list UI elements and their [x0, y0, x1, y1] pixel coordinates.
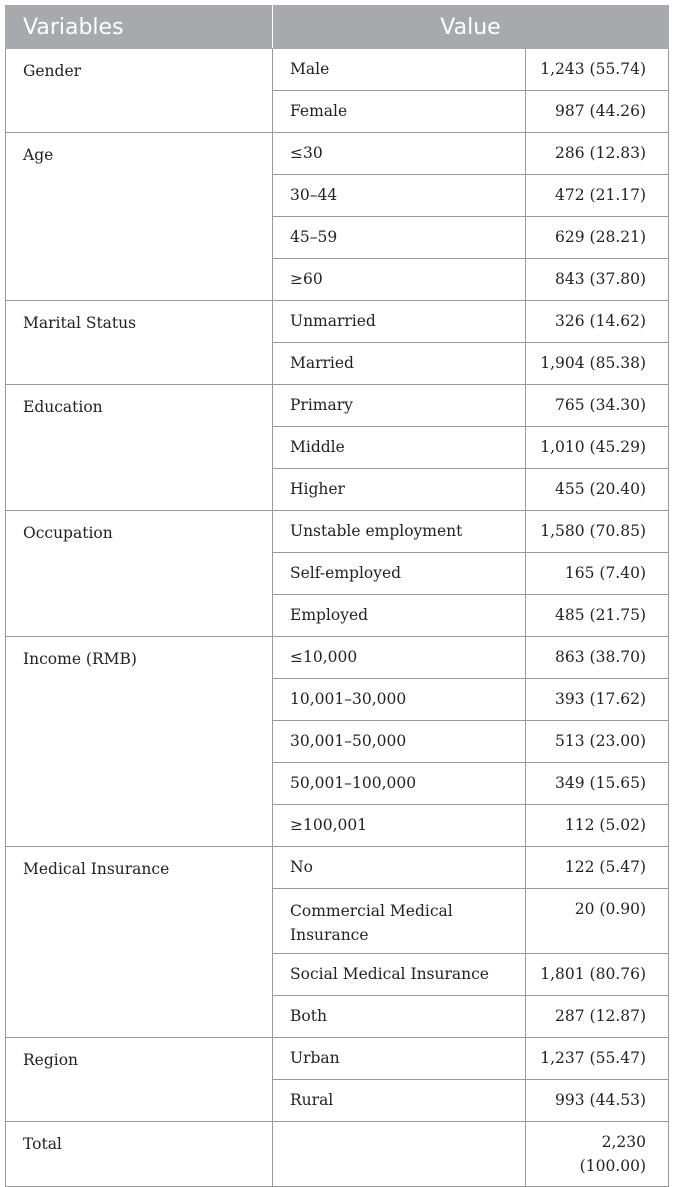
variable-cell: Education — [6, 385, 273, 511]
category-cell: Employed — [273, 595, 526, 637]
variable-cell: Marital Status — [6, 301, 273, 385]
value-cell: 287 (12.87) — [526, 996, 669, 1038]
table-row — [6, 637, 669, 679]
value-cell: 286 (12.83) — [526, 133, 669, 175]
variable-cell: Medical Insurance — [6, 847, 273, 1038]
table-row — [6, 511, 669, 553]
variable-cell: Region — [6, 1038, 273, 1122]
category-cell: 10,001–30,000 — [273, 679, 526, 721]
value-cell: 993 (44.53) — [526, 1080, 669, 1122]
value-cell: 20 (0.90) — [526, 889, 669, 954]
category-cell: 45–59 — [273, 217, 526, 259]
header-value: Value — [273, 6, 669, 49]
value-cell: 765 (34.30) — [526, 385, 669, 427]
value-cell: 843 (37.80) — [526, 259, 669, 301]
table-row — [6, 1122, 669, 1187]
category-cell: Female — [273, 91, 526, 133]
category-cell: Social Medical Insurance — [273, 954, 526, 996]
value-cell: 1,904 (85.38) — [526, 343, 669, 385]
demographics-table — [5, 5, 669, 1187]
value-cell: 455 (20.40) — [526, 469, 669, 511]
category-cell: Urban — [273, 1038, 526, 1080]
value-cell: 393 (17.62) — [526, 679, 669, 721]
category-cell: Unmarried — [273, 301, 526, 343]
value-cell: 1,801 (80.76) — [526, 954, 669, 996]
header-row — [6, 6, 669, 49]
value-cell: 122 (5.47) — [526, 847, 669, 889]
category-cell: ≥100,001 — [273, 805, 526, 847]
table-row — [6, 49, 669, 91]
category-cell: Primary — [273, 385, 526, 427]
table-body — [6, 49, 669, 1187]
value-cell: 165 (7.40) — [526, 553, 669, 595]
variable-cell: Age — [6, 133, 273, 301]
value-cell: 863 (38.70) — [526, 637, 669, 679]
table-row — [6, 385, 669, 427]
category-cell: Self-employed — [273, 553, 526, 595]
variable-cell: Income (RMB) — [6, 637, 273, 847]
category-cell: Male — [273, 49, 526, 91]
value-cell: 513 (23.00) — [526, 721, 669, 763]
header-variables: Variables — [6, 6, 273, 49]
value-cell: 326 (14.62) — [526, 301, 669, 343]
category-cell: No — [273, 847, 526, 889]
value-cell: 2,230 (100.00) — [526, 1122, 669, 1187]
category-cell: ≤10,000 — [273, 637, 526, 679]
value-cell: 112 (5.02) — [526, 805, 669, 847]
table-header — [6, 6, 669, 49]
value-cell: 1,580 (70.85) — [526, 511, 669, 553]
variable-cell: Total — [6, 1122, 273, 1187]
category-cell: Unstable employment — [273, 511, 526, 553]
category-cell: 30,001–50,000 — [273, 721, 526, 763]
value-cell: 1,243 (55.74) — [526, 49, 669, 91]
table-row — [6, 1038, 669, 1080]
category-cell: ≤30 — [273, 133, 526, 175]
value-cell: 485 (21.75) — [526, 595, 669, 637]
value-cell: 1,010 (45.29) — [526, 427, 669, 469]
variable-cell: Occupation — [6, 511, 273, 637]
category-cell: Both — [273, 996, 526, 1038]
category-cell: Commercial Medical Insurance — [273, 889, 526, 954]
table-row — [6, 133, 669, 175]
table-row — [6, 847, 669, 889]
variable-cell: Gender — [6, 49, 273, 133]
category-cell — [273, 1122, 526, 1187]
value-cell: 349 (15.65) — [526, 763, 669, 805]
table-row — [6, 301, 669, 343]
value-cell: 629 (28.21) — [526, 217, 669, 259]
category-cell: Middle — [273, 427, 526, 469]
category-cell: 30–44 — [273, 175, 526, 217]
category-cell: Married — [273, 343, 526, 385]
value-cell: 987 (44.26) — [526, 91, 669, 133]
category-cell: Higher — [273, 469, 526, 511]
value-cell: 1,237 (55.47) — [526, 1038, 669, 1080]
value-cell: 472 (21.17) — [526, 175, 669, 217]
category-cell: 50,001–100,000 — [273, 763, 526, 805]
category-cell: ≥60 — [273, 259, 526, 301]
category-cell: Rural — [273, 1080, 526, 1122]
